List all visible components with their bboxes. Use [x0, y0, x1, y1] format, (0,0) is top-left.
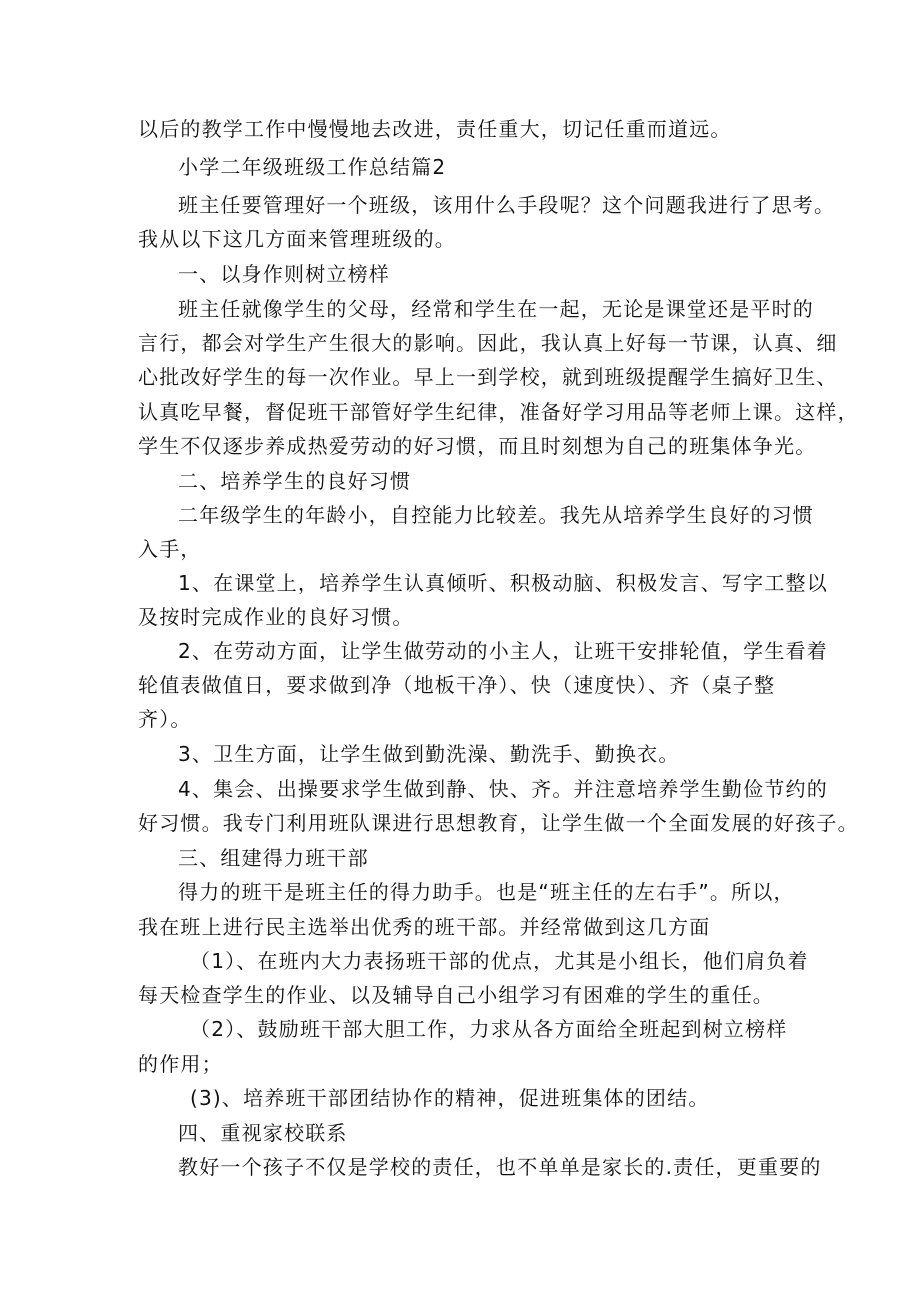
numbered-item: 1、在课堂上，培养学生认真倾听、积极动脑、积极发言、写字工整以	[178, 571, 828, 595]
subheading: 四、重视家校联系	[178, 1121, 348, 1145]
text-line: 教好一个孩子不仅是学校的责任，也不单单是家长的.责任，更重要的	[178, 1155, 822, 1179]
text-line: 班主任就像学生的父母，经常和学生在一起，无论是课堂还是平时的	[178, 297, 814, 321]
text-line: 得力的班干是班主任的得力助手。也是“班主任的左右手”。所以，	[178, 880, 795, 904]
numbered-item: （2）、鼓励班干部大胆工作，力求从各方面给全班起到树立榜样	[190, 1017, 788, 1041]
numbered-item: （1）、在班内大力表扬班干部的优点，尤其是小组长，他们肩负着	[190, 949, 809, 973]
text-line: 言行，都会对学生产生很大的影响。因此，我认真上好每一节课，认真、细	[138, 331, 838, 355]
numbered-item: 3、卫生方面，让学生做到勤洗澡、勤洗手、勤换衣。	[178, 742, 680, 766]
subheading: 二、培养学生的良好习惯	[178, 469, 412, 493]
text-line: 及按时完成作业的良好习惯。	[138, 605, 414, 629]
text-line: 二年级学生的年龄小，自控能力比较差。我先从培养学生良好的习惯	[178, 503, 814, 527]
subheading: 三、组建得力班干部	[178, 846, 369, 870]
text-line: 班主任要管理好一个班级，该用什么手段呢？这个问题我进行了思考。	[178, 193, 836, 217]
numbered-item: 2、在劳动方面，让学生做劳动的小主人，让班干安排轮值，学生看着	[178, 639, 828, 663]
text-line: 入手，	[138, 537, 202, 561]
text-line: 学生不仅逐步养成热爱劳动的好习惯，而且时刻想为自己的班集体争光。	[138, 434, 817, 458]
text-line: 认真吃早餐，督促班干部管好学生纪律，准备好学习用品等老师上课。这样，	[138, 400, 859, 424]
section-heading: 小学二年级班级工作总结篇2	[178, 155, 447, 179]
subheading: 一、以身作则树立榜样	[178, 262, 390, 286]
text-line: 心批改好学生的每一次作业。早上一到学校，就到班级提醒学生搞好卫生、	[138, 365, 838, 389]
text-line: 齐）。	[138, 707, 192, 731]
text-line: 每天检查学生的作业、以及辅导自己小组学习有困难的学生的重任。	[138, 983, 774, 1007]
text-line: 轮值表做值日，要求做到净（地板干净）、快（速度快）、齐（桌子整	[138, 673, 776, 697]
text-line: 好习惯。我专门利用班队课进行思想教育，让学生做一个全面发展的好孩子。	[138, 811, 859, 835]
text-line: 我在班上进行民主选举出优秀的班干部。并经常做到这几方面	[138, 915, 711, 939]
numbered-item: 4、集会、出操要求学生做到静、快、齐。并注意培养学生勤俭节约的	[178, 777, 828, 801]
text-line: 的作用；	[138, 1052, 223, 1076]
text-line: 以后的教学工作中慢慢地去改进，责任重大，切记任重而道远。	[138, 117, 732, 141]
text-line: 我从以下这几方面来管理班级的。	[138, 227, 456, 251]
numbered-item: (3)、培养班干部团结协作的精神，促进班集体的团结。	[190, 1086, 710, 1110]
